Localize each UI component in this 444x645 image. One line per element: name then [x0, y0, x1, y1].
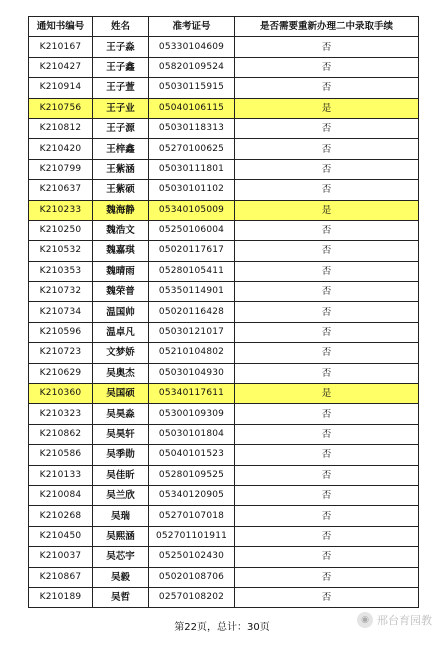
cell-exam-number: 02570108202: [149, 587, 235, 607]
cell-exam-number: 05020117617: [149, 241, 235, 261]
cell-reprocess-status: 否: [235, 37, 419, 57]
cell-name: 魏浩文: [93, 220, 149, 240]
cell-name: 魏晴雨: [93, 261, 149, 281]
table-body: [29, 37, 419, 608]
cell-notice-number: K210914: [29, 78, 93, 98]
cell-exam-number: 05030111801: [149, 159, 235, 179]
table-row: [29, 241, 419, 261]
header-exam-number: 准考证号: [149, 17, 235, 37]
cell-name: 魏荣普: [93, 282, 149, 302]
page-indicator: 第22页，总计：30页: [174, 622, 270, 633]
table-row: [29, 98, 419, 118]
cell-reprocess-status: 否: [235, 322, 419, 342]
cell-reprocess-status: 否: [235, 343, 419, 363]
cell-notice-number: K210756: [29, 98, 93, 118]
cell-exam-number: 05270107018: [149, 506, 235, 526]
cell-notice-number: K210233: [29, 200, 93, 220]
cell-reprocess-status: 是: [235, 384, 419, 404]
table-row: [29, 302, 419, 322]
table-row: [29, 363, 419, 383]
cell-exam-number: 05350114901: [149, 282, 235, 302]
admission-table: [28, 16, 419, 608]
cell-notice-number: K210812: [29, 118, 93, 138]
table-row: [29, 261, 419, 281]
cell-exam-number: 05340120905: [149, 485, 235, 505]
cell-exam-number: 05820109524: [149, 57, 235, 77]
cell-notice-number: K210189: [29, 587, 93, 607]
cell-reprocess-status: 否: [235, 78, 419, 98]
cell-notice-number: K210629: [29, 363, 93, 383]
cell-notice-number: K210596: [29, 322, 93, 342]
cell-notice-number: K210532: [29, 241, 93, 261]
wechat-icon: ◉: [357, 612, 373, 628]
cell-name: 王紫硕: [93, 180, 149, 200]
cell-notice-number: K210637: [29, 180, 93, 200]
cell-name: 魏海静: [93, 200, 149, 220]
cell-reprocess-status: 否: [235, 363, 419, 383]
table-row: [29, 220, 419, 240]
header-name: 姓名: [93, 17, 149, 37]
cell-name: 文梦娇: [93, 343, 149, 363]
cell-name: 吴佳昕: [93, 465, 149, 485]
cell-notice-number: K210799: [29, 159, 93, 179]
table-row: [29, 404, 419, 424]
table-row: [29, 506, 419, 526]
cell-name: 王梓鑫: [93, 139, 149, 159]
cell-notice-number: K210133: [29, 465, 93, 485]
cell-notice-number: K210862: [29, 424, 93, 444]
cell-exam-number: 05330104609: [149, 37, 235, 57]
cell-reprocess-status: 否: [235, 445, 419, 465]
admission-table-sheet: [28, 16, 418, 608]
cell-name: 王子源: [93, 118, 149, 138]
cell-notice-number: K210867: [29, 567, 93, 587]
cell-notice-number: K210450: [29, 526, 93, 546]
cell-notice-number: K210353: [29, 261, 93, 281]
cell-exam-number: 05210104802: [149, 343, 235, 363]
cell-name: 温卓凡: [93, 322, 149, 342]
cell-notice-number: K210723: [29, 343, 93, 363]
table-row: [29, 322, 419, 342]
cell-name: 王子萱: [93, 78, 149, 98]
cell-reprocess-status: 否: [235, 547, 419, 567]
cell-exam-number: 05280105411: [149, 261, 235, 281]
table-row: [29, 445, 419, 465]
cell-exam-number: 05020116428: [149, 302, 235, 322]
table-row: [29, 200, 419, 220]
cell-reprocess-status: 否: [235, 506, 419, 526]
cell-reprocess-status: 否: [235, 424, 419, 444]
cell-reprocess-status: 否: [235, 302, 419, 322]
cell-name: 吴季勋: [93, 445, 149, 465]
cell-exam-number: 05040106115: [149, 98, 235, 118]
cell-exam-number: 05340105009: [149, 200, 235, 220]
cell-name: 吴瑞: [93, 506, 149, 526]
cell-exam-number: 05030118313: [149, 118, 235, 138]
table-row: [29, 57, 419, 77]
table-row: [29, 118, 419, 138]
cell-name: 温国帅: [93, 302, 149, 322]
cell-reprocess-status: 否: [235, 57, 419, 77]
cell-exam-number: 05030101804: [149, 424, 235, 444]
cell-reprocess-status: 是: [235, 200, 419, 220]
cell-name: 吴国硕: [93, 384, 149, 404]
header-notice-number: 通知书编号: [29, 17, 93, 37]
cell-reprocess-status: 否: [235, 220, 419, 240]
table-row: [29, 37, 419, 57]
cell-exam-number: 05030101102: [149, 180, 235, 200]
cell-name: 吴芯宇: [93, 547, 149, 567]
table-row: [29, 384, 419, 404]
cell-notice-number: K210167: [29, 37, 93, 57]
table-row: [29, 343, 419, 363]
cell-name: 王子鑫: [93, 57, 149, 77]
table-row: [29, 465, 419, 485]
table-row: [29, 78, 419, 98]
cell-notice-number: K210250: [29, 220, 93, 240]
cell-name: 吴奥杰: [93, 363, 149, 383]
cell-exam-number: 05340117611: [149, 384, 235, 404]
cell-notice-number: K210586: [29, 445, 93, 465]
cell-name: 王紫涵: [93, 159, 149, 179]
cell-name: 王子业: [93, 98, 149, 118]
cell-reprocess-status: 否: [235, 261, 419, 281]
cell-notice-number: K210360: [29, 384, 93, 404]
cell-exam-number: 05020108706: [149, 567, 235, 587]
cell-reprocess-status: 否: [235, 485, 419, 505]
cell-name: 吴兰欣: [93, 485, 149, 505]
cell-notice-number: K210323: [29, 404, 93, 424]
cell-exam-number: 05040101523: [149, 445, 235, 465]
cell-exam-number: 05250106004: [149, 220, 235, 240]
table-row: [29, 424, 419, 444]
cell-name: 吴熙涵: [93, 526, 149, 546]
cell-reprocess-status: 否: [235, 159, 419, 179]
cell-notice-number: K210268: [29, 506, 93, 526]
cell-name: 吴昊淼: [93, 404, 149, 424]
cell-reprocess-status: 否: [235, 180, 419, 200]
cell-reprocess-status: 否: [235, 465, 419, 485]
cell-exam-number: 05030121017: [149, 322, 235, 342]
watermark-text: 邢台育园教: [377, 614, 432, 627]
cell-reprocess-status: 否: [235, 241, 419, 261]
cell-notice-number: K210734: [29, 302, 93, 322]
cell-reprocess-status: 否: [235, 526, 419, 546]
cell-reprocess-status: 否: [235, 404, 419, 424]
cell-reprocess-status: 是: [235, 98, 419, 118]
cell-exam-number: 05030104930: [149, 363, 235, 383]
table-row: [29, 485, 419, 505]
cell-name: 魏嘉琪: [93, 241, 149, 261]
table-row: [29, 526, 419, 546]
cell-reprocess-status: 否: [235, 282, 419, 302]
cell-exam-number: 05300109309: [149, 404, 235, 424]
watermark: [357, 612, 432, 628]
cell-exam-number: 05280109525: [149, 465, 235, 485]
cell-name: 王子淼: [93, 37, 149, 57]
cell-name: 吴昊轩: [93, 424, 149, 444]
cell-name: 吴哲: [93, 587, 149, 607]
cell-exam-number: 05250102430: [149, 547, 235, 567]
cell-exam-number: 05030115915: [149, 78, 235, 98]
table-header-row: [29, 17, 419, 37]
header-reprocess-status: 是否需要重新办理二中录取手续: [235, 17, 419, 37]
cell-reprocess-status: 否: [235, 118, 419, 138]
cell-notice-number: K210420: [29, 139, 93, 159]
table-row: [29, 567, 419, 587]
cell-exam-number: 052701101911: [149, 526, 235, 546]
cell-notice-number: K210427: [29, 57, 93, 77]
table-row: [29, 547, 419, 567]
table-row: [29, 180, 419, 200]
table-row: [29, 139, 419, 159]
table-row: [29, 159, 419, 179]
cell-notice-number: K210084: [29, 485, 93, 505]
table-row: [29, 587, 419, 607]
cell-reprocess-status: 否: [235, 587, 419, 607]
cell-name: 吴毅: [93, 567, 149, 587]
table-row: [29, 282, 419, 302]
cell-reprocess-status: 否: [235, 139, 419, 159]
cell-notice-number: K210037: [29, 547, 93, 567]
cell-exam-number: 05270100625: [149, 139, 235, 159]
cell-notice-number: K210732: [29, 282, 93, 302]
cell-reprocess-status: 否: [235, 567, 419, 587]
